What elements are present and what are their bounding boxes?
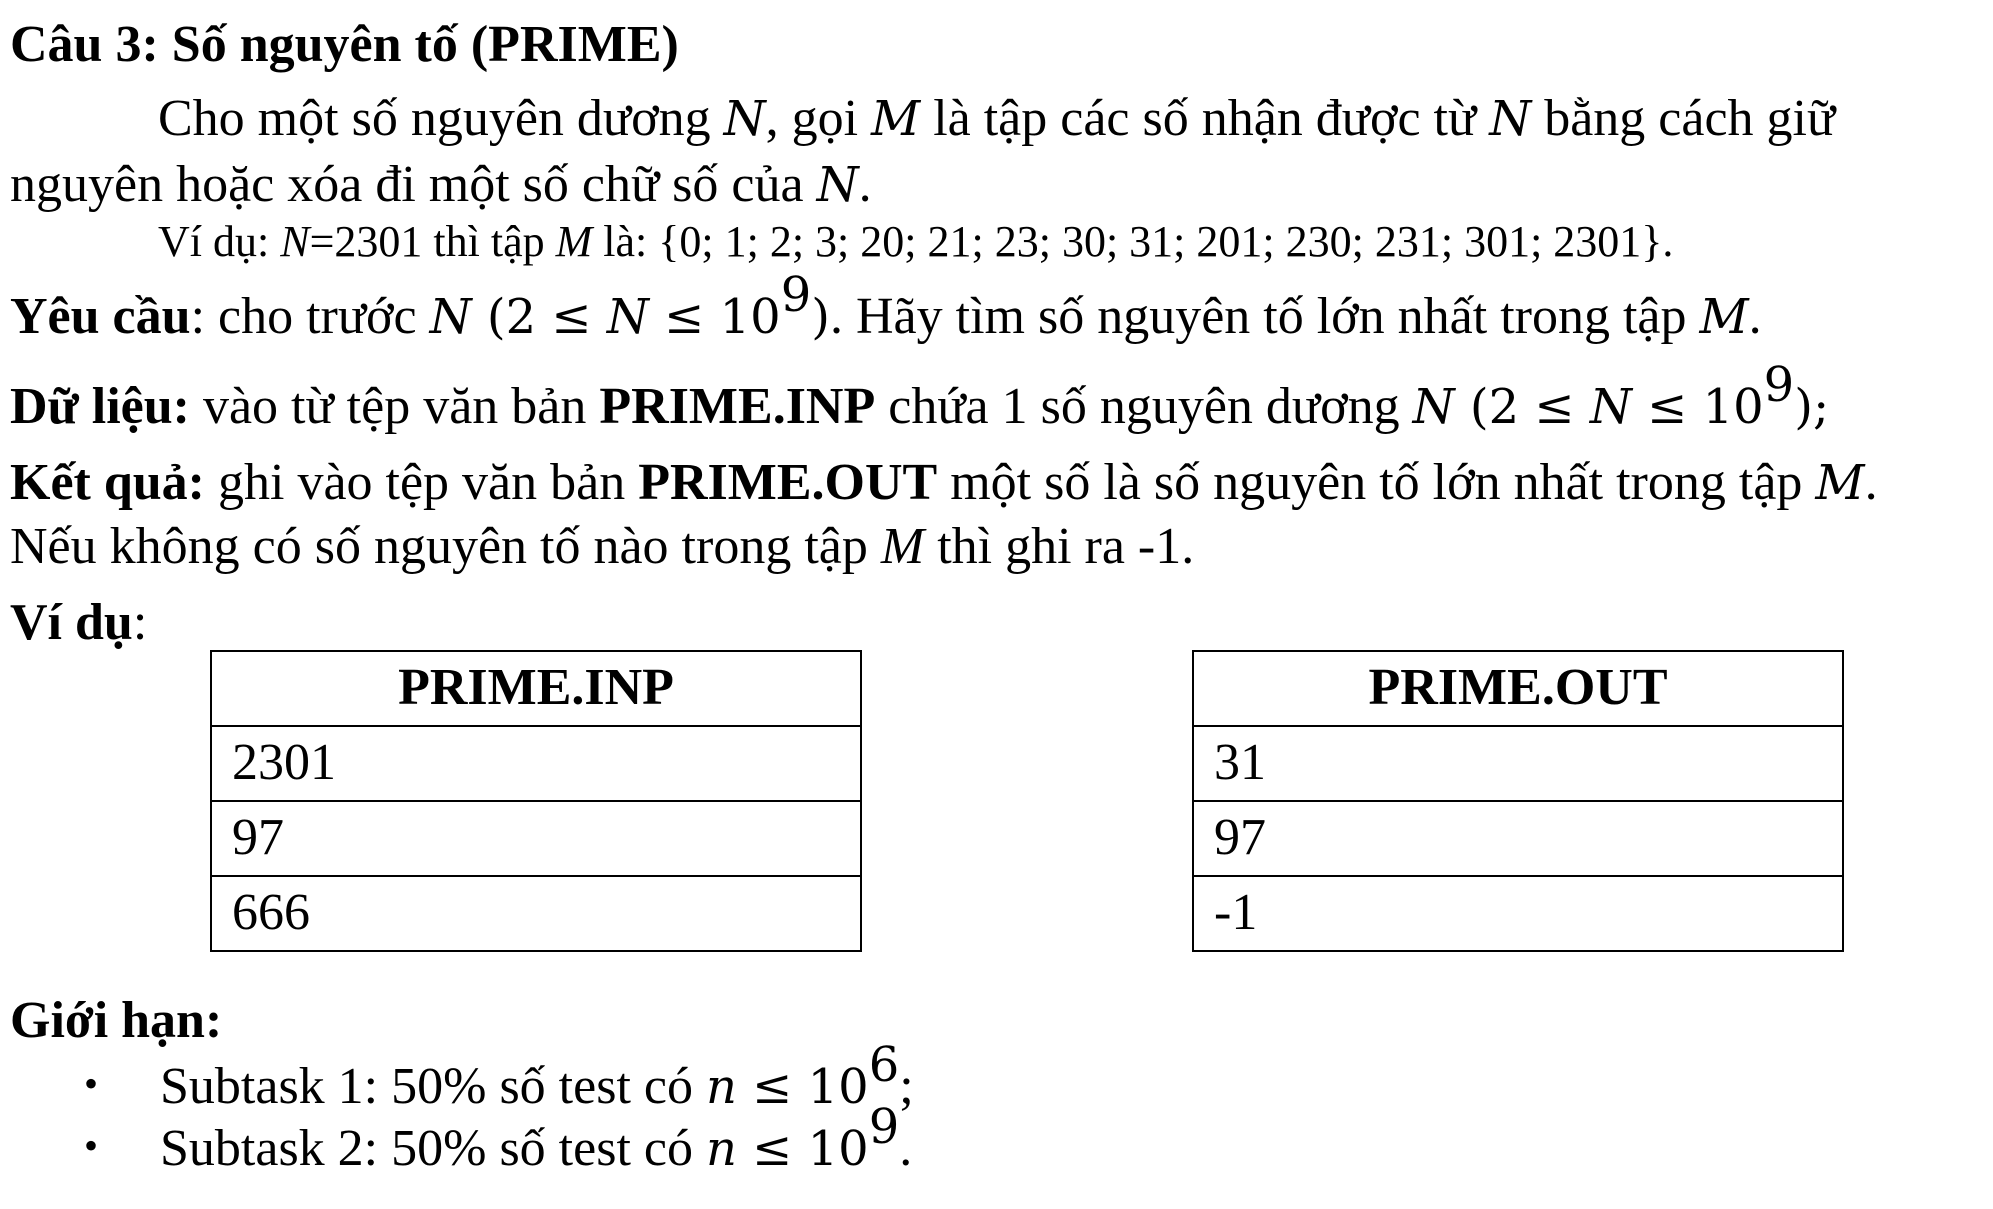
constraint-close: ); <box>1794 379 1830 435</box>
constraint-open: (2 ≤ <box>471 289 607 345</box>
var-n: N <box>1489 91 1532 147</box>
constraint-exponent: 6 <box>868 1037 900 1093</box>
output-text: thì ghi ra -1. <box>924 518 1195 575</box>
output-spec-line-1 <box>10 452 1878 514</box>
output-text: Nếu không có số nguyên tố nào trong tập <box>10 518 881 575</box>
statement-text: bằng cách giữ <box>1531 90 1836 147</box>
statement-line-2 <box>10 154 872 216</box>
example-colon: : <box>132 594 148 651</box>
statement-text: Cho một số nguyên dương <box>158 90 724 147</box>
table-header: PRIME.INP <box>211 651 861 726</box>
var-n: N <box>1412 379 1455 435</box>
limit-text: Subtask 1: 50% số test có <box>160 1058 706 1115</box>
problem-title: Câu 3: Số nguyên tố (PRIME) <box>10 16 679 73</box>
var-m: M <box>1699 289 1749 345</box>
table-row <box>1193 876 1843 951</box>
constraint-close: ) <box>811 289 830 345</box>
output-text: một số là số nguyên tố lớn nhất trong tập <box>937 454 1816 511</box>
var-n: N <box>429 289 472 345</box>
table-row <box>211 801 861 876</box>
var-n: N <box>1589 379 1632 435</box>
requirement-label: Yêu cầu <box>10 288 191 345</box>
constraint-open: (2 ≤ <box>1454 379 1590 435</box>
table-cell: -1 <box>1193 876 1843 951</box>
var-n-lower: n <box>705 1059 737 1115</box>
limit-end: . <box>899 1120 913 1177</box>
statement-text: , gọi <box>765 90 872 147</box>
var-m: M <box>871 91 921 147</box>
requirement-text: . <box>1748 288 1762 345</box>
example-heading <box>10 592 147 654</box>
statement-text: . <box>858 156 872 213</box>
limit-text: Subtask 2: 50% số test có <box>160 1120 706 1177</box>
requirement-text: . Hãy tìm số nguyên tố lớn nhất trong tập <box>829 288 1700 345</box>
table-cell: 31 <box>1193 726 1843 801</box>
constraint-le: ≤ 10 <box>736 1121 869 1177</box>
example-set-line <box>158 216 1673 269</box>
example-label: Ví dụ <box>10 594 133 651</box>
input-text: vào từ tệp văn bản <box>189 378 600 435</box>
statement-line-1 <box>158 88 1835 150</box>
constraint-le: ≤ 10 <box>736 1059 869 1115</box>
var-n: N <box>280 217 310 266</box>
constraint-exponent: 9 <box>868 1099 900 1155</box>
table-cell: 97 <box>1193 801 1843 876</box>
var-m: M <box>880 518 925 575</box>
example-text: =2301 thì tập <box>309 217 556 266</box>
limit-end: ; <box>899 1058 914 1115</box>
output-spec-line-2 <box>10 516 1194 578</box>
constraint-exponent: 9 <box>1763 357 1795 413</box>
limits-heading: Giới hạn: <box>10 992 223 1049</box>
statement-text: nguyên hoặc xóa đi một số chữ số của <box>10 156 817 213</box>
input-label: Dữ liệu: <box>10 378 190 435</box>
var-m: M <box>1815 455 1865 511</box>
output-filename: PRIME.OUT <box>638 454 938 511</box>
statement-text: là tập các số nhận được từ <box>920 90 1490 147</box>
output-text: . <box>1864 454 1878 511</box>
limit-item-subtask-1 <box>84 1037 914 1118</box>
table-header-row <box>1193 651 1843 726</box>
table-cell: 666 <box>211 876 861 951</box>
var-n-lower: n <box>705 1121 737 1177</box>
example-text: Ví dụ: <box>158 217 281 266</box>
constraint-le: ≤ 10 <box>648 289 781 345</box>
requirement-text: : cho trước <box>190 288 430 345</box>
table-row <box>211 876 861 951</box>
requirement-line <box>10 267 1762 348</box>
example-text: là: {0; 1; 2; 3; 20; 21; 23; 30; 31; 201; 230; 231; 301; 2301}. <box>592 217 1674 266</box>
constraint-le: ≤ 10 <box>1631 379 1764 435</box>
table-row <box>1193 726 1843 801</box>
var-n: N <box>816 157 859 213</box>
input-text: chứa 1 số nguyên dương <box>875 378 1413 435</box>
var-n: N <box>723 91 766 147</box>
input-spec-line <box>10 357 1830 438</box>
bullet-icon: • <box>84 1123 99 1168</box>
output-text: ghi vào tệp văn bản <box>205 454 639 511</box>
input-example-table <box>210 650 862 952</box>
table-header: PRIME.OUT <box>1193 651 1843 726</box>
limit-item-subtask-2 <box>84 1099 913 1180</box>
table-cell: 2301 <box>211 726 861 801</box>
var-m: M <box>555 217 593 266</box>
output-label: Kết quả: <box>10 454 205 511</box>
table-header-row <box>211 651 861 726</box>
table-row <box>1193 801 1843 876</box>
output-example-table <box>1192 650 1844 952</box>
table-cell: 97 <box>211 801 861 876</box>
table-row <box>211 726 861 801</box>
constraint-exponent: 9 <box>780 267 812 323</box>
input-filename: PRIME.INP <box>599 378 876 435</box>
var-n: N <box>606 289 649 345</box>
bullet-icon: • <box>84 1061 99 1106</box>
